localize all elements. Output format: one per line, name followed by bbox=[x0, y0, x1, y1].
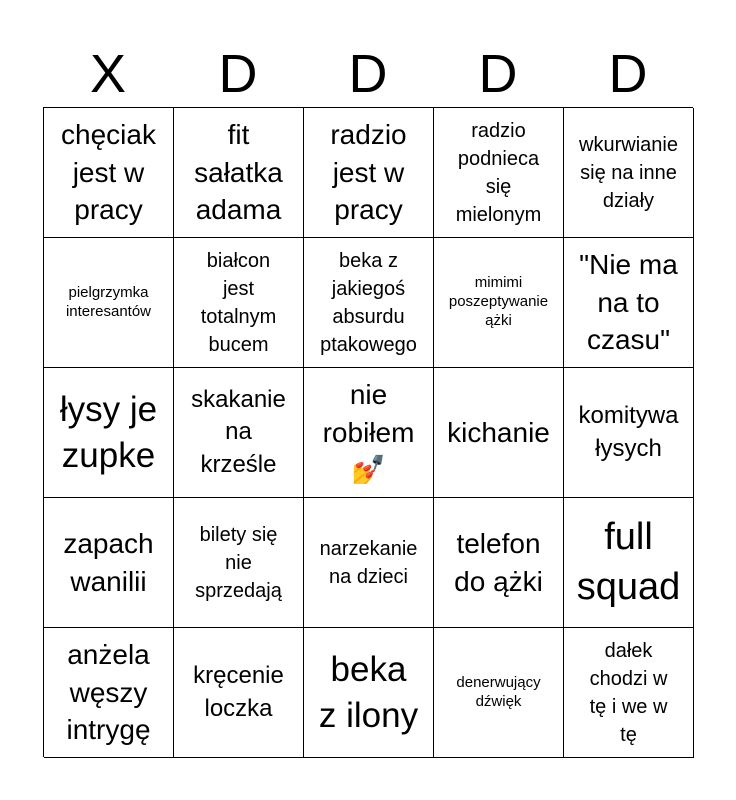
bingo-cell-r2c5[interactable]: "Nie ma na to czasu" bbox=[564, 238, 694, 368]
bingo-cell-r3c2[interactable]: skakanie na krześle bbox=[174, 368, 304, 498]
bingo-cell-r4c5[interactable]: full squad bbox=[564, 498, 694, 628]
bingo-cell-r3c4[interactable]: kichanie bbox=[434, 368, 564, 498]
bingo-cell-r5c1[interactable]: anżela węszy intrygę bbox=[44, 628, 174, 758]
bingo-cell-r5c2[interactable]: kręcenie loczka bbox=[174, 628, 304, 758]
header-letter-5: D bbox=[608, 44, 648, 104]
bingo-cell-r2c4[interactable]: mimimi poszeptywanie ążki bbox=[434, 238, 564, 368]
bingo-cell-r1c4[interactable]: radzio podnieca się mielonym bbox=[434, 108, 564, 238]
bingo-cell-r1c3[interactable]: radzio jest w pracy bbox=[304, 108, 434, 238]
header-letter-1: X bbox=[89, 44, 127, 104]
bingo-cell-r2c3[interactable]: beka z jakiegoś absurdu ptakowego bbox=[304, 238, 434, 368]
header-letter-4: D bbox=[478, 44, 518, 104]
bingo-cell-r2c2[interactable]: białcon jest totalnym bucem bbox=[174, 238, 304, 368]
bingo-cell-r4c1[interactable]: zapach wanilii bbox=[44, 498, 174, 628]
bingo-board bbox=[43, 107, 693, 757]
bingo-cell-r1c5[interactable]: wkurwianie się na inne działy bbox=[564, 108, 694, 238]
bingo-cell-r1c1[interactable]: chęciak jest w pracy bbox=[44, 108, 174, 238]
bingo-cell-r5c5[interactable]: dałek chodzi w tę i we w tę bbox=[564, 628, 694, 758]
bingo-cell-r2c1[interactable]: pielgrzymka interesantów bbox=[44, 238, 174, 368]
bingo-cell-r4c3[interactable]: narzekanie na dzieci bbox=[304, 498, 434, 628]
bingo-header bbox=[43, 40, 693, 108]
bingo-cell-r5c3[interactable]: beka z ilony bbox=[304, 628, 434, 758]
bingo-cell-r3c5[interactable]: komitywa łysych bbox=[564, 368, 694, 498]
bingo-cell-r1c2[interactable]: fit sałatka adama bbox=[174, 108, 304, 238]
bingo-cell-r3c1[interactable]: łysy je zupke bbox=[44, 368, 174, 498]
header-letter-3: D bbox=[348, 44, 388, 104]
bingo-cell-r5c4[interactable]: denerwujący dźwięk bbox=[434, 628, 564, 758]
header-letter-2: D bbox=[218, 44, 258, 104]
bingo-cell-r4c2[interactable]: bilety się nie sprzedają bbox=[174, 498, 304, 628]
bingo-cell-r4c4[interactable]: telefon do ążki bbox=[434, 498, 564, 628]
bingo-cell-r3c3[interactable]: nie robiłem 💅 bbox=[304, 368, 434, 498]
